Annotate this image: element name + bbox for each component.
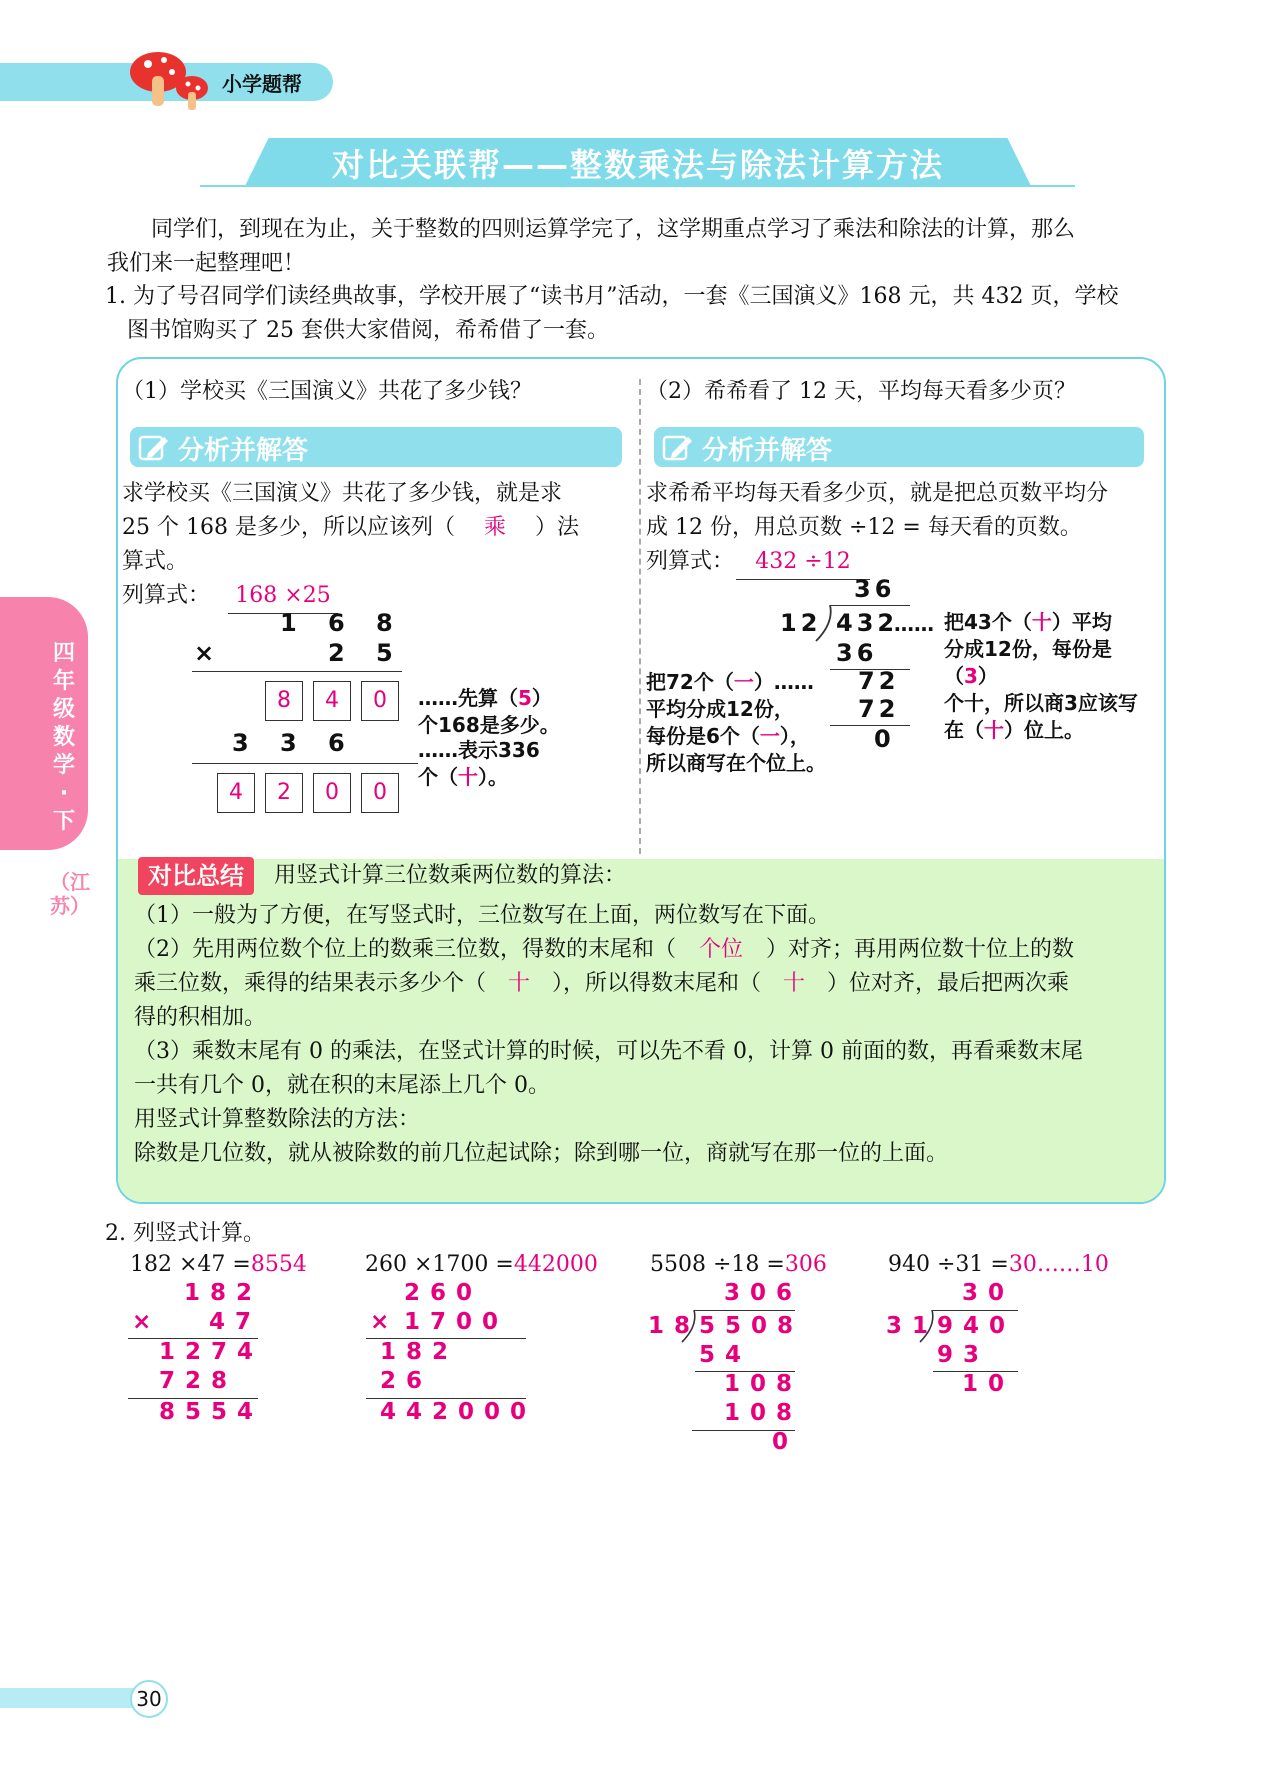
- problem2-label: 2. 列竖式计算。: [105, 1221, 265, 1246]
- summary-line-3: 乘三位数，乘得的结果表示多少个（ 十 ），所以得数末尾和（ 十 ）位对齐，最后把两次乘: [134, 971, 1070, 996]
- mul-row1-cell: 0: [361, 681, 399, 721]
- calc-row: 442000: [380, 1399, 537, 1425]
- div-note-left: 把72个（一）…… 平均分成12份， 每份是6个（一）， 所以商写在个位上。: [646, 670, 826, 775]
- div-bar: [830, 605, 910, 606]
- mul-row2-digit: 3: [232, 729, 249, 757]
- div-quotient: 36: [854, 575, 896, 603]
- div-divisor: 12: [780, 609, 822, 637]
- div-step-1: 36: [836, 639, 878, 667]
- div-remainder: 0: [874, 725, 891, 753]
- calc-row: 182: [184, 1280, 263, 1306]
- mul-row3-cell: 4: [217, 773, 255, 813]
- calc-row: 54: [699, 1342, 752, 1368]
- part2-line-2: 成 12 份，用总页数 ÷12 = 每天看的页数。: [646, 515, 1082, 540]
- mul-bottom-digit: 5: [376, 639, 393, 667]
- calc-row: 18: [648, 1313, 701, 1339]
- part1-line-2: 25 个 168 是多少，所以应该列（ 乘 ）法: [122, 515, 579, 540]
- summary-line-1: （1）一般为了方便，在写竖式时，三位数写在上面，两位数写在下面。: [134, 903, 830, 928]
- calc-expression: 260 ×1700 =442000: [365, 1252, 598, 1277]
- column-divider: [639, 379, 641, 854]
- intro-line-1: 同学们，到现在为止，关于整数的四则运算学完了，这学期重点学习了乘法和除法的计算，那么: [107, 217, 1076, 242]
- summary-line-6: 一共有几个 0，就在积的末尾添上几个 0。: [134, 1073, 550, 1098]
- calc-line: [933, 1310, 1018, 1311]
- summary-line-5: （3）乘数末尾有 0 的乘法，在竖式计算的时候，可以先不看 0，计算 0 前面的数，再看乘数末尾: [134, 1039, 1083, 1064]
- mul-note-1: ……先算（5） 个168是多少。: [418, 686, 560, 737]
- part2-line-1: 求希希平均每天看多少页，就是把总页数平均分: [646, 481, 1109, 506]
- part1-line-3: 算式。: [122, 549, 189, 574]
- part1-formula: 168 ×25: [228, 579, 338, 614]
- calc-row: 306: [724, 1280, 803, 1306]
- mul-note-2: ……表示336 个（十）。: [418, 738, 540, 789]
- calc-row: 93: [937, 1342, 990, 1368]
- div-note-right: 把43个（十）平均 分成12份，每份是（3） 个十，所以商3应该写 在（十）位上。: [944, 610, 1138, 742]
- calc-row: 940: [937, 1313, 1016, 1339]
- pencil-icon: [662, 433, 694, 463]
- calc-row: 26: [380, 1368, 433, 1394]
- problem1-box: [116, 357, 1166, 1204]
- mul-row3-cell: 2: [265, 773, 303, 813]
- page-number: 30: [130, 1680, 168, 1718]
- mul-row3-cell: 0: [361, 773, 399, 813]
- side-grade-label: 四年级数学·下: [52, 641, 75, 834]
- part2-question: （2）希希看了 12 天，平均每天看多少页？: [646, 379, 1076, 404]
- footer-band: [0, 1688, 140, 1708]
- summary-line-4: 得的积相加。: [134, 1005, 267, 1030]
- calc-line: [695, 1310, 795, 1311]
- calc-row: 1700: [404, 1309, 509, 1335]
- calc-expression: 182 ×47 =8554: [130, 1252, 307, 1277]
- mul-row1-cell: 4: [313, 681, 351, 721]
- problem1-line-1: 1. 为了号召同学们读经典故事，学校开展了“读书月”活动，一套《三国演义》168 元，共 432 页，学校: [105, 284, 1119, 309]
- part1-analysis-label: 分析并解答: [178, 436, 309, 466]
- problem1-line-2: 图书馆购买了 25 套供大家借阅，希希借了一套。: [105, 318, 609, 343]
- calc-expression: 940 ÷31 =30……10: [888, 1252, 1109, 1277]
- part1-formula-label: 列算式：: [122, 583, 211, 608]
- mul-row1-cell: 8: [265, 681, 303, 721]
- mul-top-digit: 8: [376, 609, 393, 637]
- div-dots: ……: [894, 612, 934, 636]
- mul-row3-cell: 0: [313, 773, 351, 813]
- part1-question: （1）学校买《三国演义》共花了多少钱？: [122, 379, 532, 404]
- calc-row: 31: [886, 1313, 939, 1339]
- calc-row: 182: [380, 1339, 459, 1365]
- calc-row: 47: [209, 1309, 262, 1335]
- summary-tag: 对比总结: [138, 857, 254, 895]
- calc-row: 728: [159, 1368, 238, 1394]
- div-step-3: 72: [858, 695, 900, 723]
- part2-analysis-label: 分析并解答: [702, 436, 833, 466]
- mul-top-digit: 1: [280, 609, 297, 637]
- mushroom-icon: [128, 44, 208, 116]
- calc-row: 108: [724, 1400, 803, 1426]
- calc-row: 5508: [699, 1313, 804, 1339]
- summary-line-8: 除数是几位数，就从被除数的前几位起试除；除到哪一位，商就写在那一位的上面。: [134, 1141, 949, 1166]
- mul-line-2: [192, 763, 418, 764]
- header-label: 小学题帮: [222, 72, 302, 96]
- pencil-icon: [138, 433, 170, 463]
- calc-row: ×: [132, 1309, 162, 1335]
- mul-bottom-digit: 2: [328, 639, 345, 667]
- mul-top-digit: 6: [328, 609, 345, 637]
- summary-heading: 用竖式计算三位数乘两位数的算法：: [274, 863, 627, 888]
- div-step-2: 72: [858, 667, 900, 695]
- part2-formula: 432 ÷12: [736, 545, 870, 580]
- calc-row: 30: [962, 1280, 1015, 1306]
- calc-row: 1274: [159, 1339, 264, 1365]
- side-province-label: （江苏）: [50, 870, 90, 918]
- div-dividend: 432: [836, 609, 899, 637]
- mul-row2-digit: 3: [280, 729, 297, 757]
- calc-row: ×: [370, 1309, 400, 1335]
- calc-expression: 5508 ÷18 =306: [650, 1252, 827, 1277]
- calc-row: 260: [404, 1280, 483, 1306]
- calc-row: 8554: [159, 1399, 264, 1425]
- calc-row: 0: [772, 1429, 799, 1455]
- intro-line-2: 我们来一起整理吧！: [107, 251, 306, 276]
- calc-row: 10: [962, 1371, 1015, 1397]
- mul-line-1: [192, 671, 402, 672]
- page-title: 对比关联帮——整数乘法与除法计算方法: [331, 146, 944, 184]
- summary-line-7: 用竖式计算整数除法的方法：: [134, 1107, 421, 1132]
- mul-row2-digit: 6: [328, 729, 345, 757]
- part1-line-1: 求学校买《三国演义》共花了多少钱，就是求: [122, 481, 563, 506]
- div-line-2: [830, 725, 910, 726]
- part2-formula-label: 列算式：: [646, 549, 735, 574]
- calc-row: 108: [724, 1371, 803, 1397]
- summary-line-2: （2）先用两位数个位上的数乘三位数，得数的末尾和（ 个位 ）对齐；再用两位数十位上的数: [134, 937, 1075, 962]
- times-sign: ×: [194, 639, 215, 667]
